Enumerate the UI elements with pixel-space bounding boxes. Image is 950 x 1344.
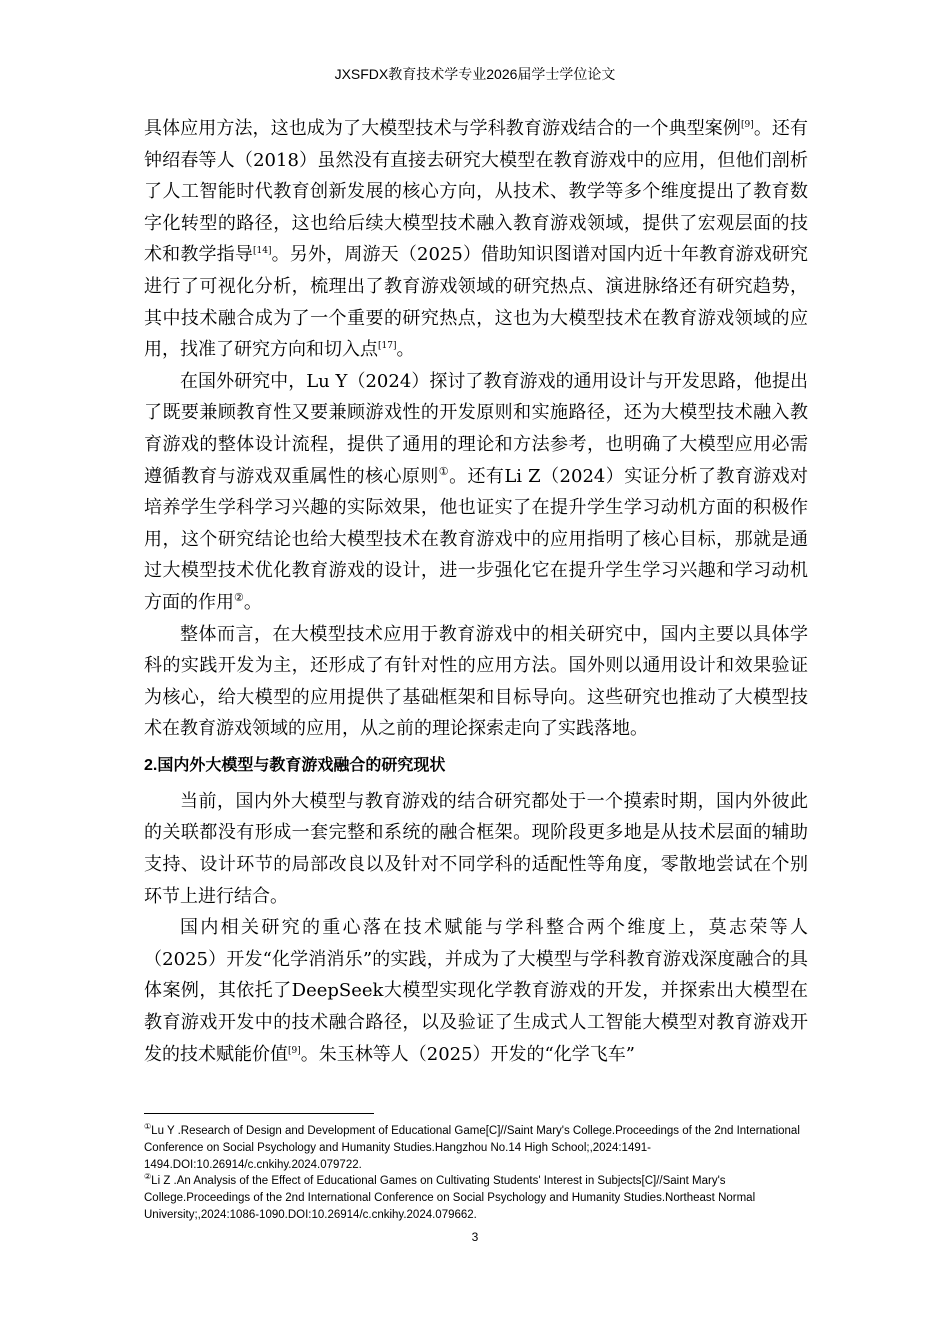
section-heading: 2.国内外大模型与教育游戏融合的研究现状 <box>144 756 446 774</box>
footnote-marker: ② <box>234 590 244 604</box>
citation-ref: [14] <box>253 246 272 257</box>
citation-ref: [9] <box>740 120 754 130</box>
footnotes <box>144 1123 808 1224</box>
running-header: JXSFDX教育技术学专业2026届学士学位论文 <box>334 66 616 82</box>
paragraph-domestic-focus: 国内相关研究的重心落在技术赋能与学科整合两个维度上，莫志荣等人（2025）开发“化学消消乐”的实践，并成为了大模型与学科教育游戏深度融合的具体案例，其依托了DeepSeek大模型实现化学教育游戏的开发，并探索出大模型在教育游戏开发中的技术融合路径，以及验证了生成式人工智能大模型对教育游戏开发的技术赋能价值[9]。朱玉林等人（2025）开发的“化学飞车” <box>144 917 808 1065</box>
paragraph-domestic-research: 具体应用方法，这也成为了大模型技术与学科教育游戏结合的一个典型案例[9]。还有钟绍春等人（2018）虽然没有直接去研究大模型在教育游戏中的应用，但他们剖析了人工智能时代教育创新发展的核心方向，从技术、教学等多个维度提出了教育数字化转型的路径，这也给后续大模型技术融入教育游戏领域，提供了宏观层面的技术和教学指导[14]。另外，周游天（2025）借助知识图谱对国内近十年教育游戏研究进行了可视化分析，梳理出了教育游戏领域的研究热点、演进脉络还有研究趋势，其中技术融合成为了一个重要的研究热点，这也为大模型技术在教育游戏领域的应用，找准了研究方向和切入点[17]。 <box>144 118 809 361</box>
paragraph-summary: 整体而言，在大模型技术应用于教育游戏中的相关研究中，国内主要以具体学科的实践开发为主，还形成了有针对性的应用方法。国外则以通用设计和效果验证为核心，给大模型的应用提供了基础框架和目标导向。这些研究也推动了大模型技术在教育游戏领域的应用，从之前的理论探索走向了实践落地。 <box>144 623 808 740</box>
footnote-item: ①Lu Y .Research of Design and Development of Educational Game[C]//Saint Mary's College.Proceedings of the 2nd International Conference on Social Psychology and Humanity Studies.Hangzhou No.14 High School;,2024:1491-1494.DOI:10.26914/c.cnkihy.2024.079722. <box>144 1122 800 1171</box>
body-text <box>144 113 808 1070</box>
footnote-marker: ① <box>438 464 450 478</box>
citation-ref: [9] <box>288 1045 301 1056</box>
citation-ref: [17] <box>378 341 397 352</box>
page-number: 3 <box>471 1230 479 1244</box>
footnote-item: ②Li Z .An Analysis of the Effect of Educational Games on Cultivating Students' Interest in Subjects[C]//Saint Mary's College.Proceedings of the 2nd International Conference on Social Psychology and Humanity Studies.Northeast Normal University;,2024:1086-1090.DOI:10.26914/c.cnkihy.2024.079662. <box>144 1172 756 1221</box>
paragraph-current-status: 当前，国内外大模型与教育游戏的结合研究都处于一个摸索时期，国内外彼此的关联都没有形成一套完整和系统的融合框架。现阶段更多地是从技术层面的辅助支持、设计环节的局部改良以及针对不同学科的适配性等角度，零散地尝试在个别环节上进行结合。 <box>144 790 808 907</box>
footnote-marker: ② <box>144 1172 152 1182</box>
paragraph-foreign-research: 在国外研究中，Lu Y（2024）探讨了教育游戏的通用设计与开发思路，他提出了既要兼顾教育性又要兼顾游戏性的开发原则和实施路径，还为大模型技术融入教育游戏的整体设计流程，提供了通用的理论和方法参考，也明确了大模型应用必需遵循教育与游戏双重属性的核心原则①。还有Li Z（2024）实证分析了教育游戏对培养学生学科学习兴趣的实际效果，他也证实了在提升学生学习动机方面的积极作用，这个研究结论也给大模型技术在教育游戏中的应用指明了核心目标，那就是通过大模型技术优化教育游戏的设计，进一步强化它在提升学生学习兴趣和学习动机方面的作用②。 <box>144 370 808 613</box>
footnote-separator <box>144 1113 374 1114</box>
footnote-marker: ① <box>144 1122 152 1132</box>
